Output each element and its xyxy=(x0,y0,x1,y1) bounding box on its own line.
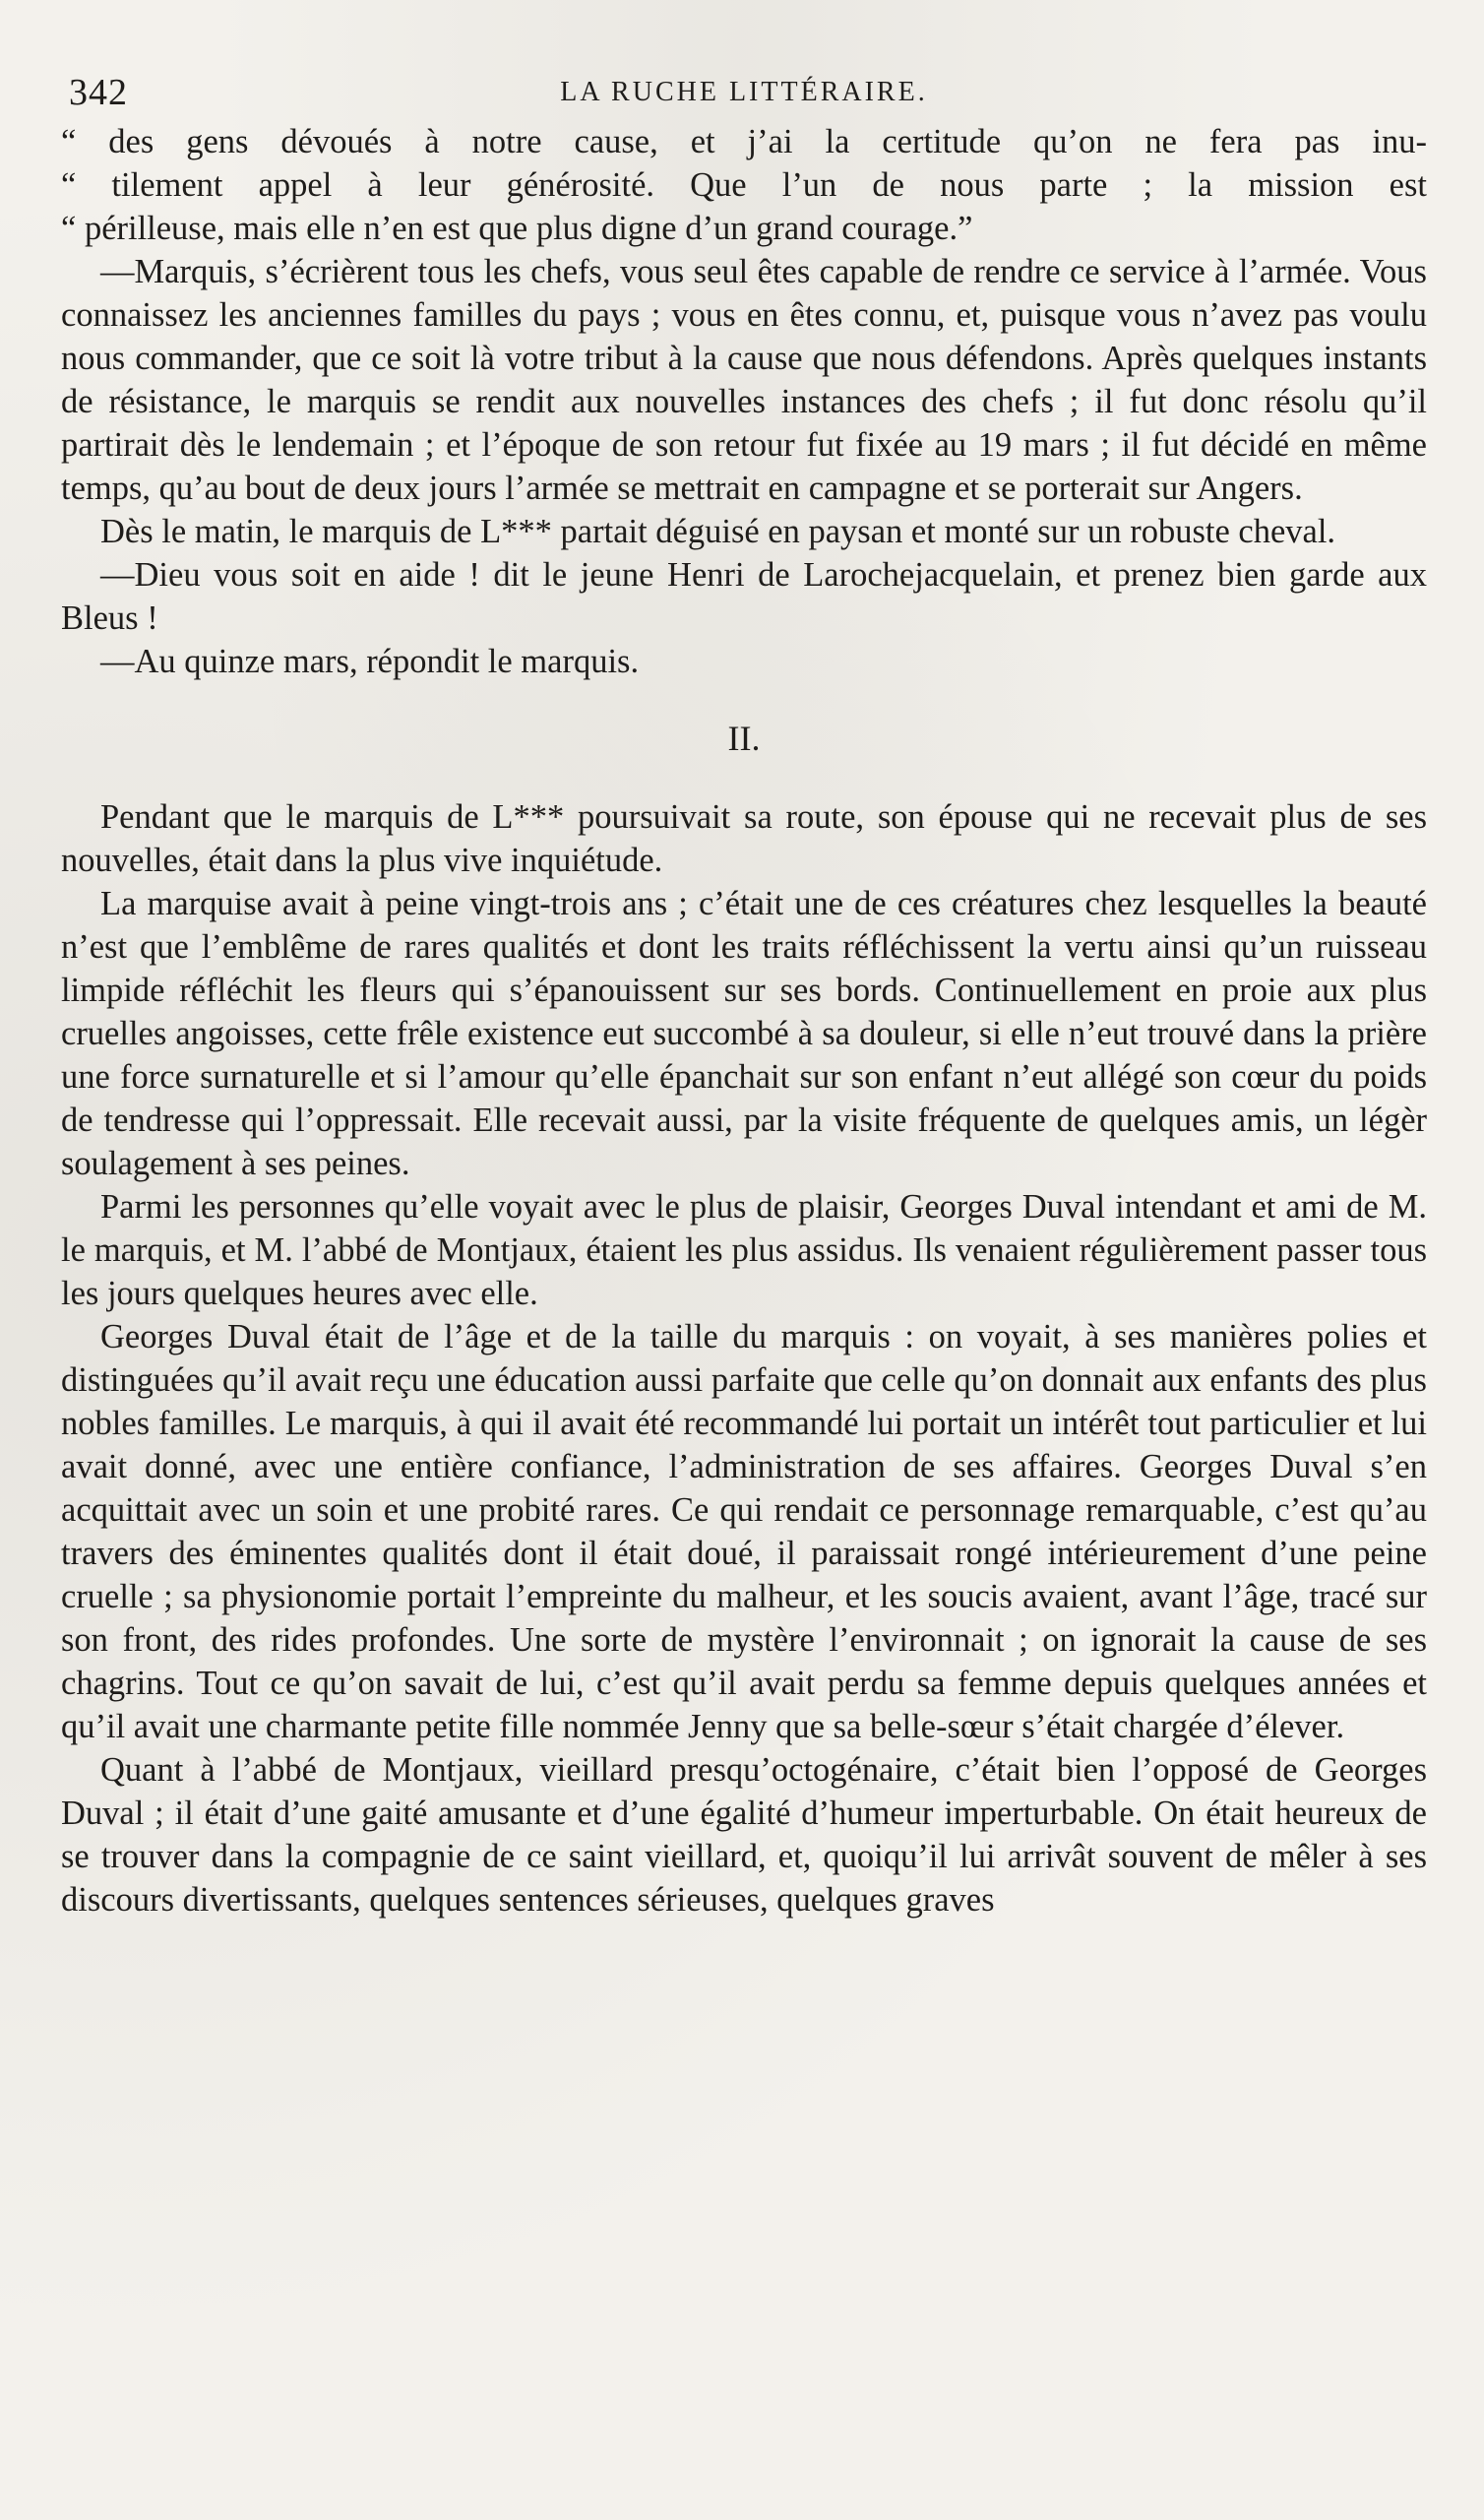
quote-line: “ tilement appel à leur générosité. Que l’un de nous parte ; la mission est xyxy=(61,166,1427,204)
section-heading: II. xyxy=(727,719,761,758)
paragraph: Quant à l’abbé de Montjaux, vieillard presqu’octogénaire, c’était bien l’opposé de Georges Duval ; il était d’une gaité amusante et d’une égalité d’humeur imperturbable. On était heureux de se trouver dans la compagnie de ce saint vieillard, et, quoiqu’il lui arrivât souvent de mêler à ses discours divertissants, quelques sentences sérieuses, quelques graves xyxy=(61,1751,1427,1919)
page-number: 342 xyxy=(69,72,128,113)
paragraph: Georges Duval était de l’âge et de la taille du marquis : on voyait, à ses manières polies et distinguées qu’il avait reçu une éducation aussi parfaite que celle qu’on donnait aux enfants des plus nobles familles. Le marquis, à qui il avait été recommandé lui portait un intérêt tout particulier et lui avait donné, avec une entière confiance, l’administration de ses affaires. Georges Duval s’en acquittait avec un soin et une probité rares. Ce qui rendait ce personnage remarquable, c’est qu’au travers des éminentes qualités dont il était doué, il paraissait rongé intérieurement d’une peine cruelle ; sa physionomie portait l’empreinte du malheur, et les soucis avaient, avant l’âge, tracé sur son front, des rides profondes. Une sorte de mystère l’environnait ; on ignorait la cause de ses chagrins. Tout ce qu’on savait de lui, c’est qu’il avait perdu sa femme depuis quelques années et qu’il avait une charmante petite fille nommée Jenny que sa belle-sœur s’était chargée d’élever. xyxy=(61,1318,1427,1745)
paragraph: —Marquis, s’écrièrent tous les chefs, vous seul êtes capable de rendre ce service à l’armée. Vous connaissez les anciennes familles du pays ; vous en êtes connu, et, puisque vous n’avez pas voulu nous commander, que ce soit là votre tribut à la cause que nous défendons. Après quelques instants de résistance, le marquis se rendit aux nouvelles instances des chefs ; il fut donc résolu qu’il partirait dès le lendemain ; et l’époque de son retour fut fixée au 19 mars ; il fut décidé en même temps, qu’au bout de deux jours l’armée se mettrait en campagne et se porterait sur Angers. xyxy=(61,253,1427,507)
running-title: LA RUCHE LITTÉRAIRE. xyxy=(560,77,928,107)
paragraph: —Au quinze mars, répondit le marquis. xyxy=(100,643,640,680)
paragraph: Dès le matin, le marquis de L*** partait déguisé en paysan et monté sur un robuste cheval. xyxy=(100,513,1336,550)
quote-block xyxy=(61,120,1427,250)
paragraph: —Dieu vous soit en aide ! dit le jeune Henri de Larochejacquelain, et prenez bien garde aux Bleus ! xyxy=(61,556,1427,637)
running-head xyxy=(61,59,1427,114)
paragraph: Pendant que le marquis de L*** poursuivait sa route, son épouse qui ne recevait plus de ses nouvelles, était dans la plus vive inquiétude. xyxy=(61,798,1427,879)
quote-line: “ périlleuse, mais elle n’en est que plus digne d’un grand courage.” xyxy=(61,210,973,247)
paragraph: La marquise avait à peine vingt-trois ans ; c’était une de ces créatures chez lesquelles la beauté n’est que l’emblême de rares qualités et dont les traits réfléchissent la vertu ainsi qu’un ruisseau limpide réfléchit les fleurs qui s’épanouissent sur ses bords. Continuellement en proie aux plus cruelles angoisses, cette frêle existence eut succombé à sa douleur, si elle n’eut trouvé dans la prière une force surnaturelle et si l’amour qu’elle épanchait sur son enfant n’eut allégé son cœur du poids de tendresse qui l’oppressait. Elle recevait aussi, par la visite fréquente de quelques amis, un légèr soulagement à ses peines. xyxy=(61,885,1427,1182)
paragraph: Parmi les personnes qu’elle voyait avec le plus de plaisir, Georges Duval intendant et ami de M. le marquis, et M. l’abbé de Montjaux, étaient les plus assidus. Ils venaient régulièrement passer tous les jours quelques heures avec elle. xyxy=(61,1188,1427,1312)
quote-line: “ des gens dévoués à notre cause, et j’ai la certitude qu’on ne fera pas inu- xyxy=(61,123,1427,160)
body-text xyxy=(61,120,1427,1922)
